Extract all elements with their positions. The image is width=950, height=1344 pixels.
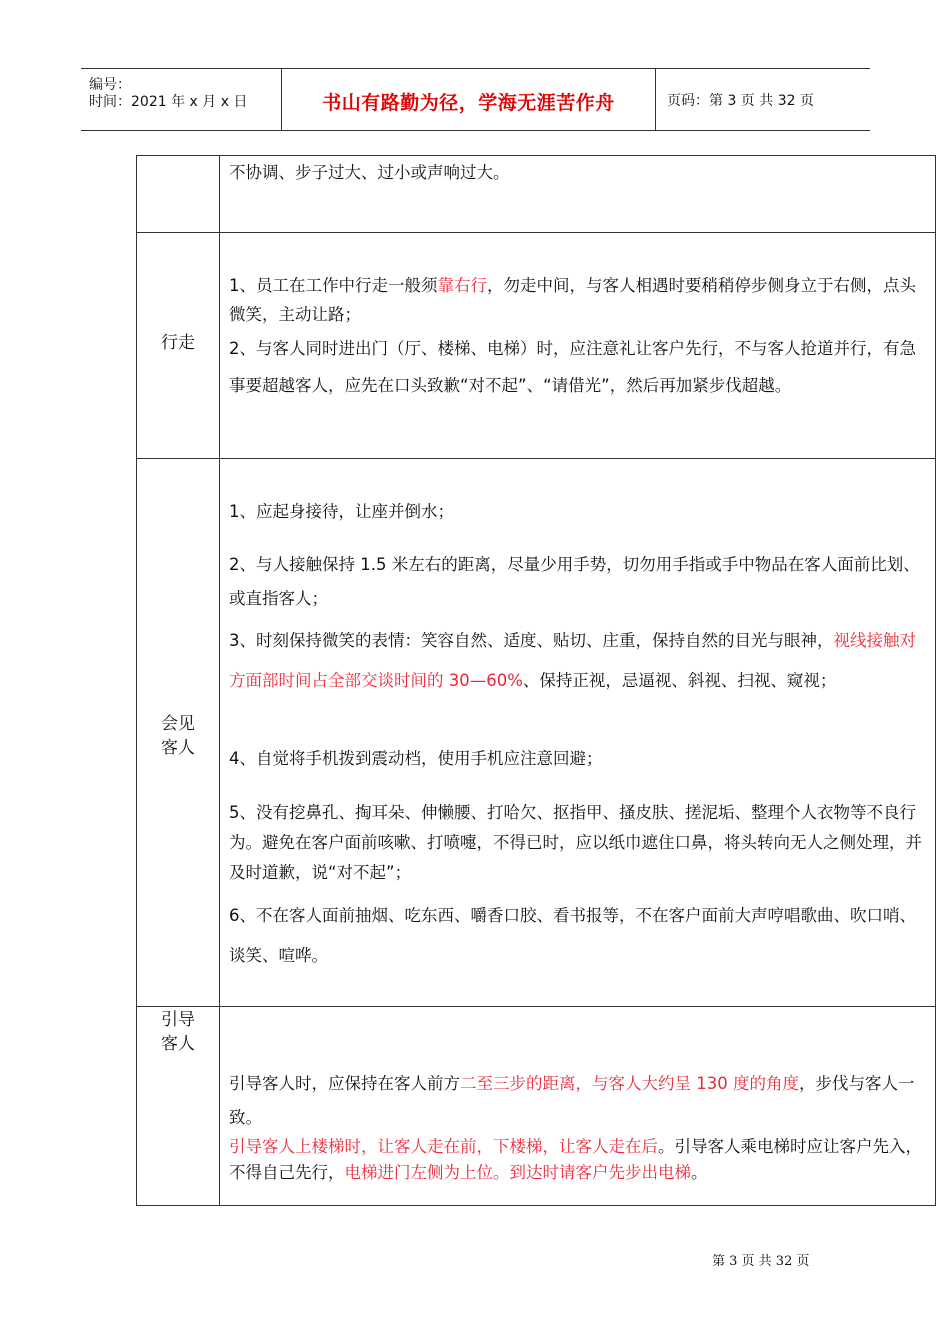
guiding-rule-2-highlight-2: 电梯进门左侧为上位。到达时请客户先步出电梯: [344, 1163, 691, 1182]
walking-rule-1-highlight: 靠右行: [437, 276, 487, 295]
number-label: 编号：: [89, 77, 131, 93]
meeting-rule-4: 4、自觉将手机拨到震动档，使用手机应注意回避；: [229, 749, 603, 768]
continued-text: 不协调、步子过大、过小或声响过大。: [229, 163, 510, 182]
meeting-label-1: 会见: [161, 714, 195, 734]
row-label-empty: [137, 156, 220, 232]
row-body-meeting: [220, 459, 935, 1006]
motto: 书山有路勤为径，学海无涯苦作舟: [322, 92, 615, 114]
guiding-rule-1-highlight: 二至三步的距离，与客人大约呈 130 度的角度: [460, 1074, 799, 1093]
row-label-walking: [137, 233, 220, 458]
row-label-meeting: [137, 459, 220, 1006]
meeting-rule-2: 2、与人接触保持 1.5 米左右的距离，尽量少用手势，切勿用手指或手中物品在客人面前比划、或直指客人；: [229, 555, 920, 608]
guiding-rule-1-text: 引导客人时，应保持在客人前方: [229, 1074, 460, 1093]
row-body-guiding: [220, 1007, 935, 1205]
row-body-walking: [220, 233, 935, 458]
header-page-cell: [655, 69, 870, 130]
walking-label: 行走: [161, 333, 195, 353]
row-body-continued: [220, 156, 935, 232]
meeting-rule-3-text: 3、时刻保持微笑的表情：笑容自然、适度、贴切、庄重，保持自然的目光与眼神，: [229, 631, 834, 650]
header-meta-cell: [81, 69, 281, 130]
guiding-rule-2-text-end: 。: [691, 1163, 708, 1182]
guiding-rule-1-text-end: ，步伐与客人一致。: [229, 1074, 915, 1127]
meeting-rule-1: 1、应起身接待，让座并倒水；: [229, 502, 454, 521]
page-label: 页码：第 3 页 共 32 页: [667, 93, 814, 109]
row-label-guiding: [137, 1007, 220, 1205]
document-header: [81, 68, 870, 131]
meeting-rule-5: 5、没有挖鼻孔、掏耳朵、伸懒腰、打哈欠、抠指甲、搔皮肤、搓泥垢、整理个人衣物等不良行为。避免在客户面前咳嗽、打喷嚏，不得已时，应以纸巾遮住口鼻，将头转向无人之侧处理，并及时道歉，说“对不起”；: [229, 803, 922, 882]
walking-rule-1-text-end: ，勿走中间，与客人相遇时要稍稍停步侧身立于右侧，点头微笑，主动让路；: [229, 276, 916, 324]
meeting-rule-3-highlight: 视线接触对方面部时间占全部交谈时间的 30—60%: [229, 631, 916, 690]
guiding-rule-2-text: 。引导客人乘电梯时应让客户先入，不得自己先行，: [229, 1137, 922, 1182]
guiding-rule-2: [229, 1134, 927, 1186]
table-row-continued: [137, 156, 935, 233]
guiding-rule-1: [229, 1067, 927, 1135]
meeting-rule-6: 6、不在客人面前抽烟、吃东西、嚼香口胶、看书报等，不在客户面前大声哼唱歌曲、吹口哨、谈笑、喧哗。: [229, 906, 916, 965]
header-motto-cell: [281, 69, 656, 130]
time-label: 时间：2021 年 x 月 x 日: [89, 94, 248, 110]
meeting-rule-3-text-end: 、保持正视，忌逼视、斜视、扫视、窥视；: [522, 671, 837, 690]
table-row-guiding: [137, 1007, 935, 1205]
guiding-label-1: 引导: [161, 1010, 195, 1030]
meeting-label-2: 客人: [161, 738, 195, 758]
walking-rule-1-text: 1、员工在工作中行走一般须: [229, 276, 438, 295]
etiquette-table: [136, 155, 936, 1206]
guiding-label-2: 客人: [161, 1034, 195, 1054]
table-row-walking: [137, 233, 935, 459]
walking-rule-2: 2、与客人同时进出门（厅、楼梯、电梯）时，应注意礼让客户先行，不与客人抢道并行，有急事要超越客人，应先在口头致歉“对不起”、“请借光”，然后再加紧步伐超越。: [229, 339, 916, 395]
meeting-rule-3: [229, 621, 927, 701]
table-row-meeting: [137, 459, 935, 1007]
guiding-rule-2-highlight: 引导客人上楼梯时，让客人走在前，下楼梯，让客人走在后: [229, 1137, 658, 1156]
walking-rule-1: [229, 271, 927, 329]
page-footer: 第 3 页 共 32 页: [712, 1254, 810, 1269]
